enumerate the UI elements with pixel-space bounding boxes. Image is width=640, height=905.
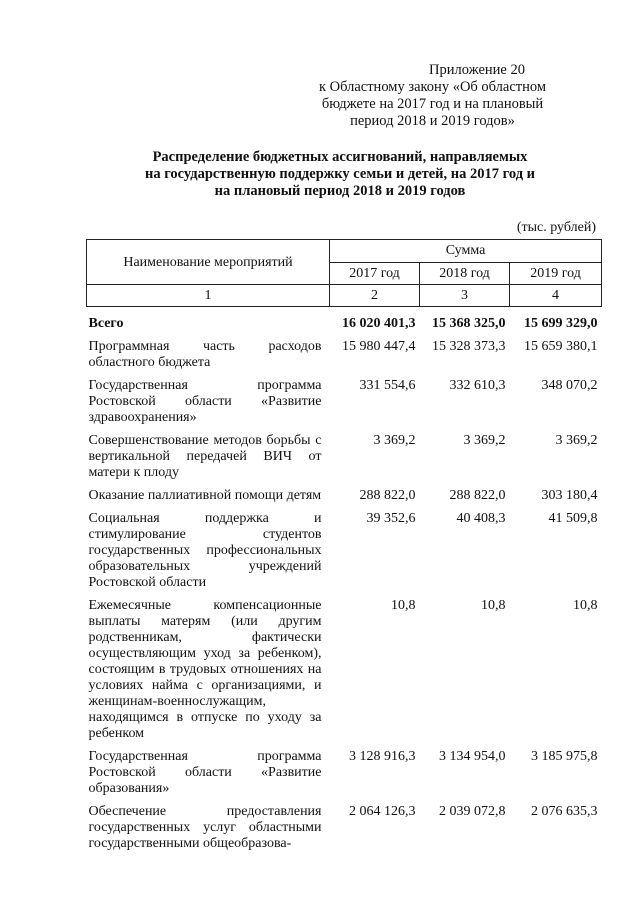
value-2019: 15 659 380,1 bbox=[524, 339, 598, 354]
appendix-line: к Областному закону «Об областном bbox=[318, 79, 547, 95]
value-2017: 3 128 916,3 bbox=[349, 749, 416, 764]
value-2018: 40 408,3 bbox=[456, 511, 506, 526]
value-2018: 3 369,2 bbox=[463, 433, 506, 448]
value-2019: 303 180,4 bbox=[541, 488, 598, 503]
value-2017: 3 369,2 bbox=[373, 433, 416, 448]
value-2017: 15 980 447,4 bbox=[342, 339, 416, 354]
appendix-header bbox=[300, 62, 565, 130]
row-name: Совершенствование методов борьбы с вертикальной передачей ВИЧ от матери к плоду bbox=[88, 433, 322, 480]
row-name: Обеспечение предоставления государственных услуг областными государственными общеобразова- bbox=[88, 804, 322, 851]
column-number: 2 bbox=[330, 285, 420, 307]
value-2017: 10,8 bbox=[391, 598, 416, 613]
value-2017: 2 064 126,3 bbox=[349, 804, 416, 819]
title-line: на плановый период 2018 и 2019 годов bbox=[214, 183, 466, 199]
column-header-sum: Сумма bbox=[330, 240, 602, 263]
title-line: Распределение бюджетных ассигнований, направляемых bbox=[152, 149, 528, 165]
row-name: Оказание паллиативной помощи детям bbox=[88, 488, 322, 503]
column-header-name: Наименование мероприятий bbox=[87, 240, 330, 285]
value-2019: 15 699 329,0 bbox=[524, 316, 598, 331]
appendix-line: период 2018 и 2019 годов» bbox=[350, 113, 515, 129]
value-2018: 10,8 bbox=[481, 598, 506, 613]
column-header-year: 2018 год bbox=[420, 262, 510, 285]
table-row bbox=[87, 511, 602, 598]
table-row bbox=[87, 749, 602, 804]
value-2019: 10,8 bbox=[573, 598, 598, 613]
table-row bbox=[87, 488, 602, 511]
budget-table bbox=[86, 239, 602, 859]
table-row bbox=[87, 378, 602, 433]
column-number: 4 bbox=[510, 285, 602, 307]
value-2018: 15 328 373,3 bbox=[432, 339, 506, 354]
title-line: на государственную поддержку семьи и детей, на 2017 год и bbox=[144, 166, 536, 182]
value-2018: 332 610,3 bbox=[449, 378, 506, 393]
value-2017: 16 020 401,3 bbox=[342, 316, 416, 331]
value-2019: 2 076 635,3 bbox=[531, 804, 598, 819]
value-2018: 2 039 072,8 bbox=[439, 804, 506, 819]
column-number: 1 bbox=[87, 285, 330, 307]
row-name: Государственная программа Ростовской области «Развитие здравоохранения» bbox=[88, 378, 322, 425]
value-2019: 3 185 975,8 bbox=[531, 749, 598, 764]
row-name: Ежемесячные компенсационные выплаты матерям (или другим родственникам, фактически осуществляющим уход за ребенком), состоящим в трудовых отношениях на условиях найма с организациями, и женщинам-военнослужащим, находящимся в отпуске по уходу за ребенком bbox=[88, 598, 322, 741]
table-row bbox=[87, 339, 602, 378]
appendix-line: бюджете на 2017 год и на плановый bbox=[321, 96, 544, 112]
value-2017: 331 554,6 bbox=[359, 378, 416, 393]
table-row bbox=[87, 804, 602, 859]
column-header-year: 2019 год bbox=[510, 262, 602, 285]
value-2019: 41 509,8 bbox=[548, 511, 598, 526]
row-name: Социальная поддержка и стимулирование студентов государственных профессиональных образовательных учреждений Ростовской области bbox=[88, 511, 322, 590]
row-name: Всего bbox=[88, 316, 124, 331]
units-label: (тыс. рублей) bbox=[516, 220, 596, 235]
column-header-year: 2017 год bbox=[330, 262, 420, 285]
appendix-number: Приложение 20 bbox=[429, 62, 525, 78]
table-row bbox=[87, 598, 602, 749]
value-2018: 3 134 954,0 bbox=[439, 749, 506, 764]
value-2017: 39 352,6 bbox=[366, 511, 416, 526]
row-name: Государственная программа Ростовской области «Развитие образования» bbox=[88, 749, 322, 796]
value-2017: 288 822,0 bbox=[359, 488, 416, 503]
table-row bbox=[87, 316, 602, 339]
value-2019: 348 070,2 bbox=[541, 378, 598, 393]
value-2018: 15 368 325,0 bbox=[432, 316, 506, 331]
value-2018: 288 822,0 bbox=[449, 488, 506, 503]
value-2019: 3 369,2 bbox=[555, 433, 598, 448]
table-row bbox=[87, 433, 602, 488]
column-number: 3 bbox=[420, 285, 510, 307]
row-name: Программная часть расходов областного бюджета bbox=[88, 339, 322, 370]
document-title bbox=[120, 149, 560, 200]
